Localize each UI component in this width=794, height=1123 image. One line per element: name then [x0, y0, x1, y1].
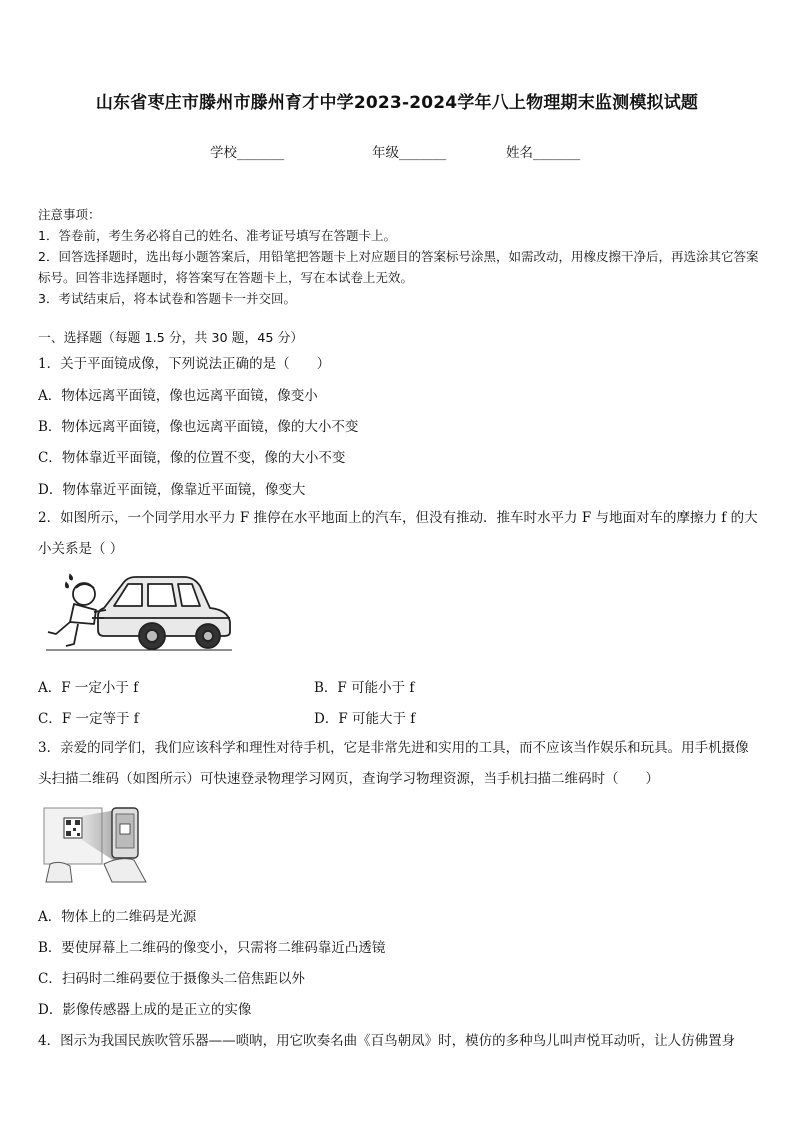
- school-field: [210, 141, 284, 161]
- note-item-3: 3．考试结束后，将本试卷和答题卡一并交回。: [38, 291, 296, 306]
- q3-stem: 3．亲爱的同学们，我们应该科学和理性对待手机，它是非常先进和实用的工具，而不应该当作娱乐和玩具。用手机摄像头扫描二维码（如图所示）可快速登录物理学习网页，查询学习物理资源，当手机扫描二维码时（ ）: [38, 740, 749, 787]
- section-heading: 一、选择题（每题 1.5 分，共 30 题，45 分）: [38, 331, 304, 346]
- name-blank: _______: [533, 145, 581, 161]
- notes-heading: 注意事项：: [38, 207, 101, 222]
- note-item-1: 1．答卷前，考生务必将自己的姓名、准考证号填写在答题卡上。: [38, 228, 396, 243]
- q3-option-c: C．扫码时二维码要位于摄像头二倍焦距以外: [38, 971, 305, 987]
- q2-stem: 2．如图所示，一个同学用水平力 F 推停在水平地面上的汽车，但没有推动．推车时水平力 F 与地面对车的摩擦力 f 的大小关系是（ ）: [38, 510, 758, 557]
- q4-stem: 4．图示为我国民族吹管乐器——唢呐，用它吹奏名曲《百鸟朝凤》时，模仿的多种鸟儿叫声悦耳动听，让人仿佛置身: [38, 1033, 736, 1049]
- grade-blank: _______: [399, 145, 447, 161]
- q3-option-d: D．影像传感器上成的是正立的实像: [38, 1002, 252, 1018]
- q2-option-a: A．F 一定小于 f: [38, 680, 139, 696]
- boy-pushing-car-figure: [44, 572, 234, 658]
- q3-option-a: A．物体上的二维码是光源: [38, 909, 197, 925]
- q1-option-a: A．物体远离平面镜，像也远离平面镜，像变小: [38, 388, 318, 404]
- q2-option-c: C．F 一定等于 f: [38, 711, 139, 727]
- q1-option-b: B．物体远离平面镜，像也远离平面镜，像的大小不变: [38, 419, 359, 435]
- q3-option-b: B．要使屏幕上二维码的像变小，只需将二维码靠近凸透镜: [38, 940, 386, 956]
- school-label: 学校: [210, 145, 237, 161]
- page-title: 山东省枣庄市滕州市滕州育才中学2023-2024学年八上物理期末监测模拟试题: [95, 93, 699, 113]
- school-blank: _______: [237, 145, 285, 161]
- q1-option-c: C．物体靠近平面镜，像的位置不变，像的大小不变: [38, 450, 346, 466]
- q2-option-d: D．F 可能大于 f: [314, 711, 416, 727]
- grade-field: [372, 141, 446, 161]
- phone-scanning-qr-figure: [42, 802, 150, 884]
- name-label: 姓名: [506, 145, 533, 161]
- q2-option-b: B．F 可能小于 f: [314, 680, 415, 696]
- notes-block: [38, 204, 760, 309]
- grade-label: 年级: [372, 145, 399, 161]
- note-item-2: 2．回答选择题时，选出每小题答案后，用铅笔把答题卡上对应题目的答案标号涂黑，如需改动，用橡皮擦干净后，再选涂其它答案标号。回答非选择题时，将答案写在答题卡上，写在本试卷上无效。: [38, 249, 759, 285]
- q1-option-d: D．物体靠近平面镜，像靠近平面镜，像变大: [38, 482, 306, 498]
- name-field: [506, 141, 580, 161]
- q1-stem: 1．关于平面镜成像，下列说法正确的是（ ）: [38, 356, 331, 372]
